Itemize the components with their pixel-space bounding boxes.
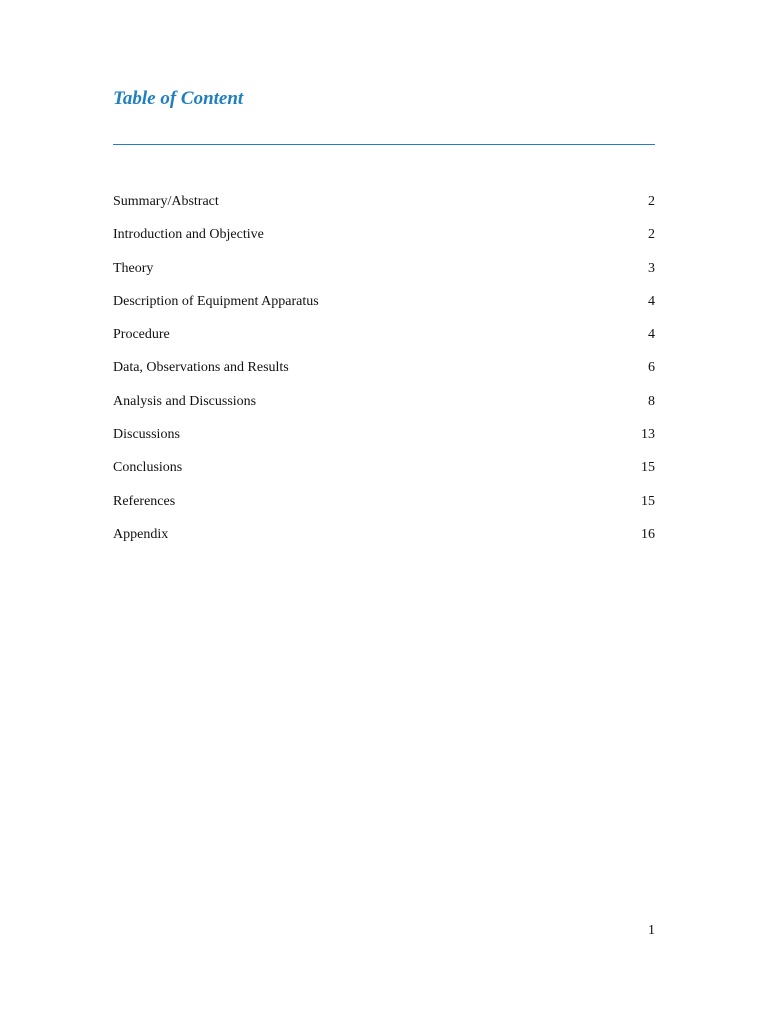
toc-entry-page: 6 [648, 360, 655, 376]
toc-entry-label: Theory [113, 260, 154, 276]
toc-entry-label: References [113, 493, 176, 509]
toc-entry-page: 8 [648, 393, 655, 409]
toc-entry[interactable] [113, 359, 655, 392]
toc-entry[interactable] [113, 326, 655, 359]
toc-entry-label: Procedure [113, 327, 170, 343]
toc-entry-page: 13 [641, 427, 655, 443]
toc-entry[interactable] [113, 493, 655, 526]
page-number: 1 [648, 923, 655, 938]
toc-entry[interactable] [113, 226, 655, 259]
toc-entry-label: Analysis and Discussions [113, 393, 257, 409]
toc-entry-page: 4 [648, 327, 655, 343]
toc-entry-label: Summary/Abstract [113, 194, 219, 209]
toc-entry-label: Appendix [113, 526, 169, 542]
toc-entry[interactable] [113, 526, 655, 559]
toc-entry[interactable] [113, 293, 655, 326]
toc-entry[interactable] [113, 393, 655, 426]
toc-entry-label: Data, Observations and Results [113, 360, 289, 376]
toc-entry-page: 4 [648, 293, 655, 309]
toc-entry[interactable] [113, 426, 655, 459]
toc-entry[interactable] [113, 260, 655, 293]
toc-entry-page: 3 [648, 260, 655, 276]
toc-entry-label: Conclusions [113, 460, 183, 476]
toc-entry[interactable] [113, 459, 655, 492]
toc-entry-page: 2 [648, 194, 655, 209]
toc-entry-label: Introduction and Objective [113, 227, 264, 243]
toc-entry-label: Description of Equipment Apparatus [113, 293, 319, 309]
title-underline [113, 144, 655, 145]
toc-entry[interactable] [113, 193, 655, 226]
toc-entry-page: 16 [641, 526, 655, 542]
toc-entry-page: 2 [648, 227, 655, 243]
toc-list [113, 193, 655, 559]
toc-entry-label: Discussions [113, 427, 180, 443]
page-title: Table of Content [113, 88, 244, 109]
toc-entry-page: 15 [641, 460, 655, 476]
toc-entry-page: 15 [641, 493, 655, 509]
